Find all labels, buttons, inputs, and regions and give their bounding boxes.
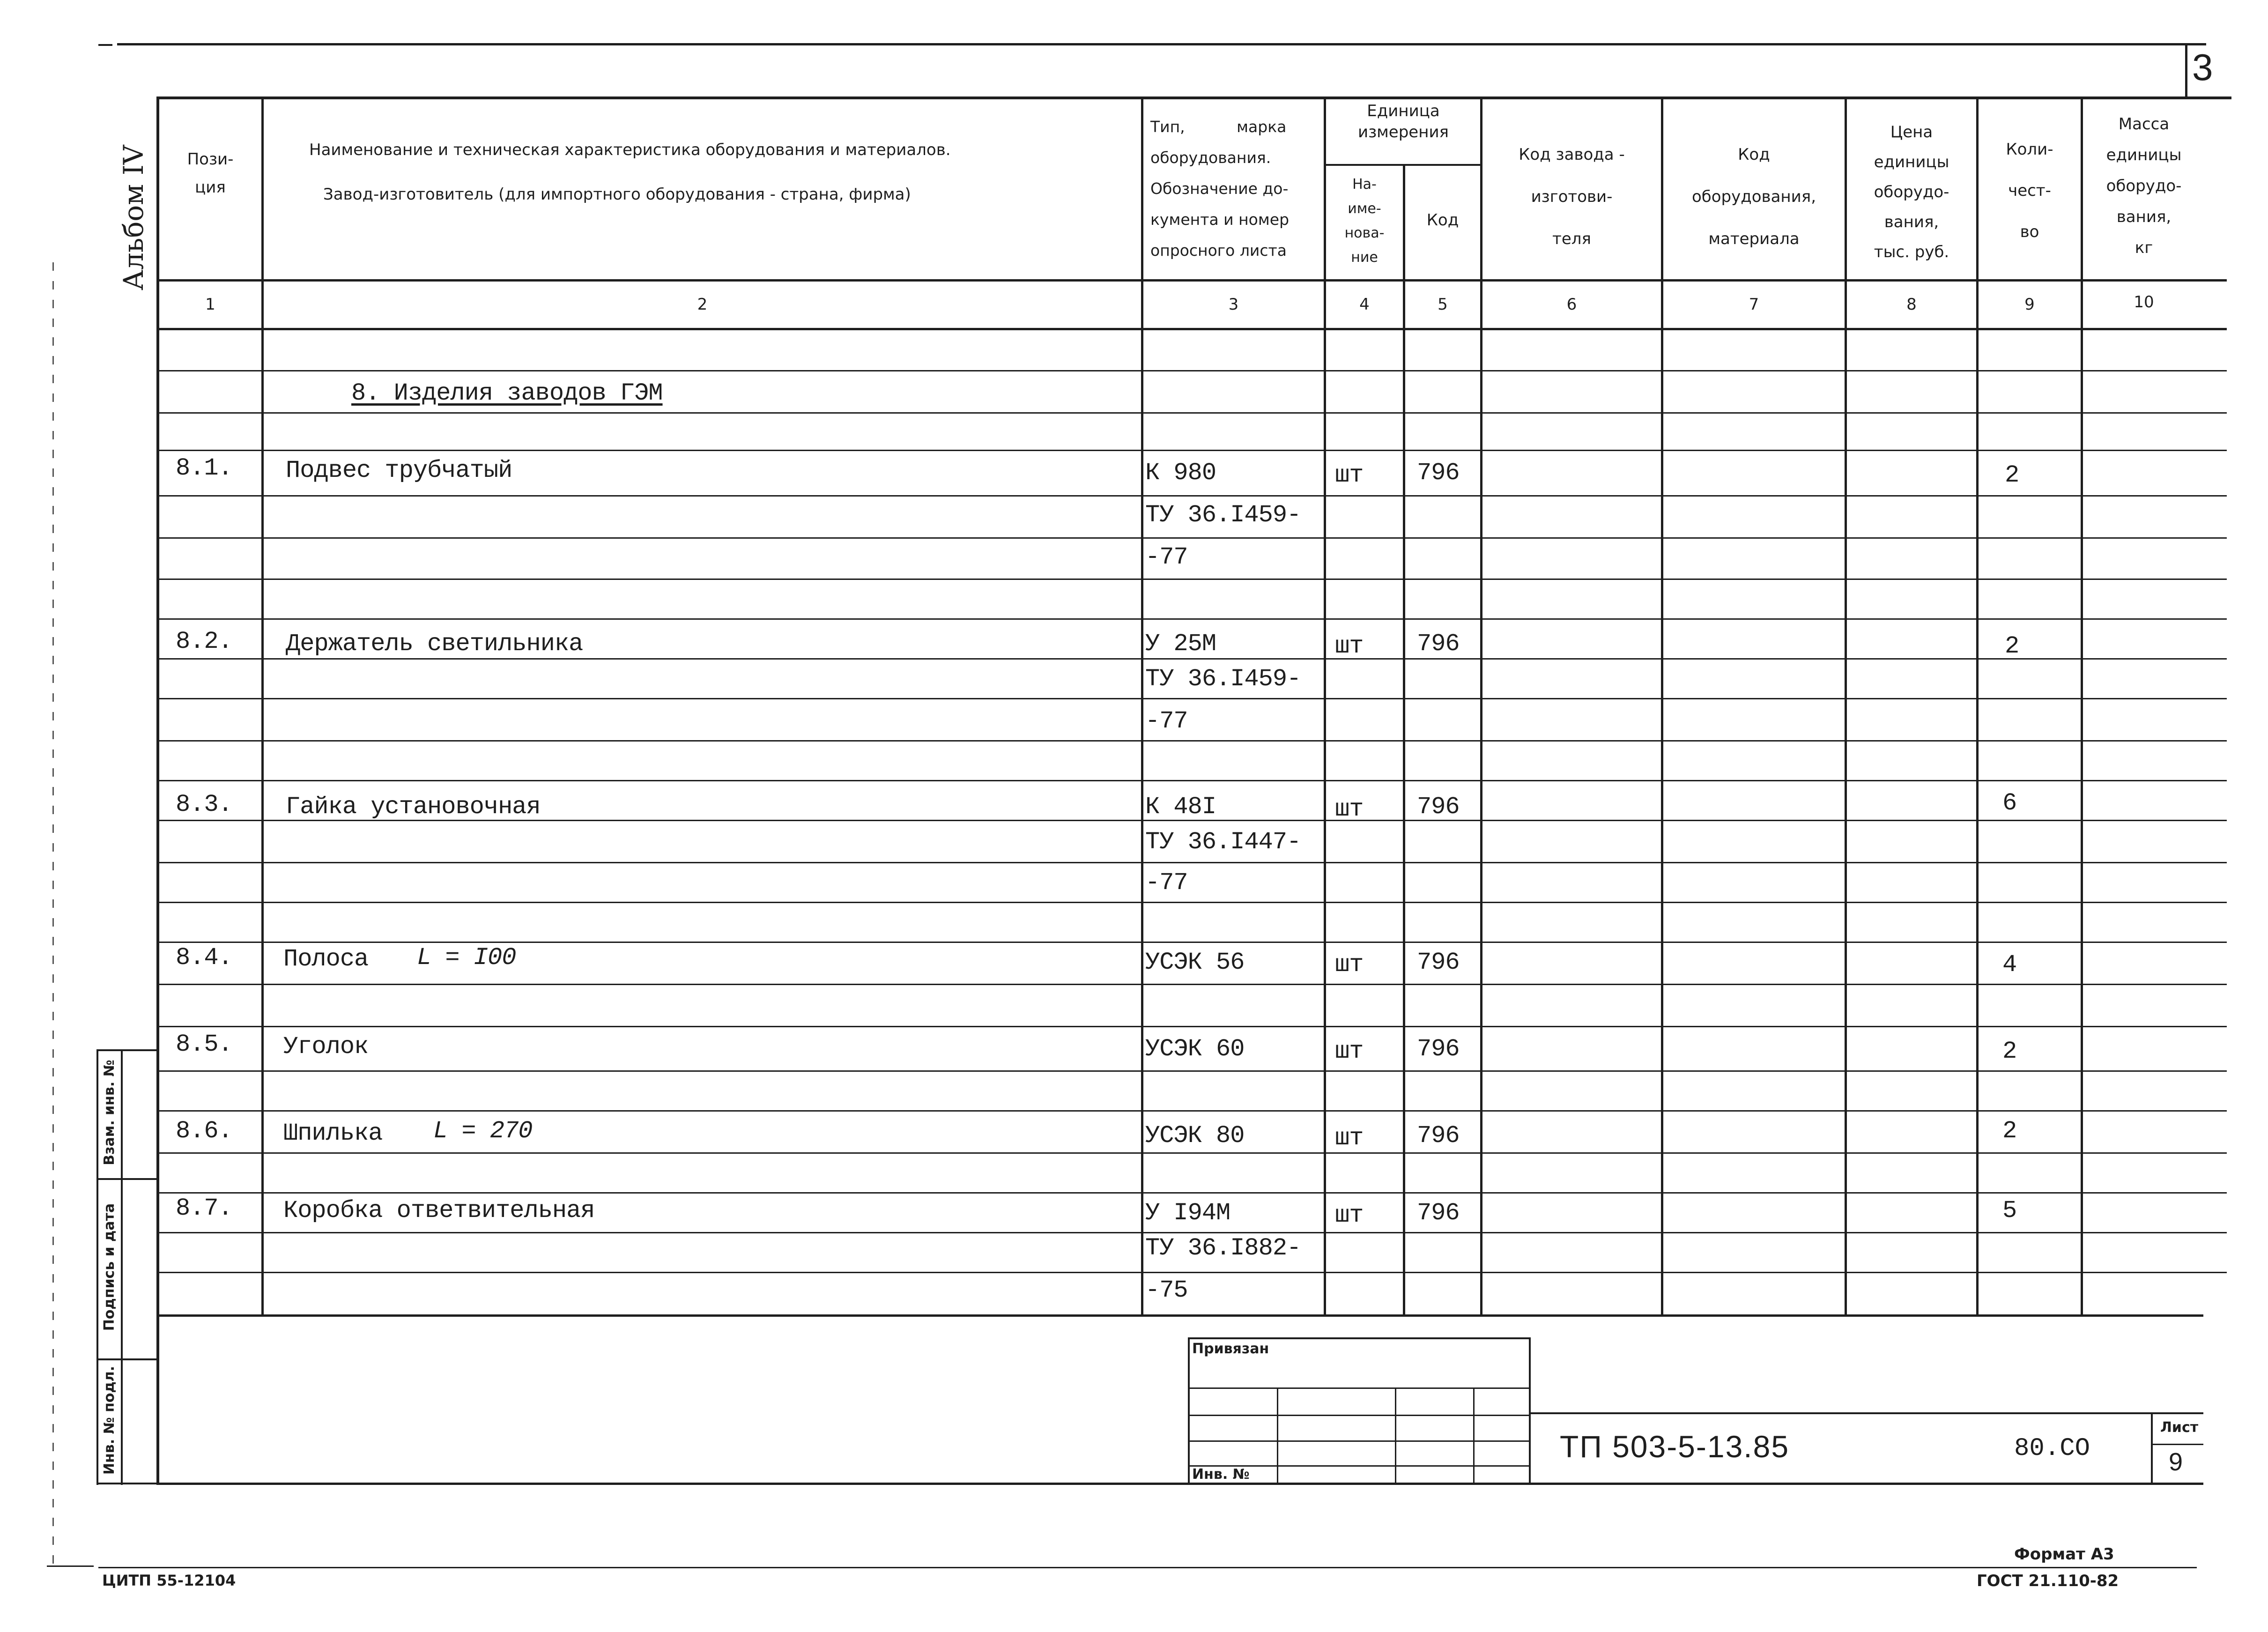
- row-unit: шт: [1335, 951, 1364, 979]
- row-param: L = 270: [433, 1117, 533, 1145]
- side-stamp-signature: Подпись и дата: [101, 1203, 118, 1331]
- col-number: 7: [1749, 295, 1759, 314]
- row-unit: шт: [1335, 795, 1364, 823]
- header-col8-line: оборудо-: [1874, 183, 1949, 201]
- header-col3: [1150, 111, 1321, 266]
- header-col4-line: име-: [1348, 200, 1381, 217]
- col-number: 3: [1228, 295, 1239, 314]
- side-stamp-replacement: Взам. инв. №: [101, 1060, 118, 1165]
- row-qty: 4: [2002, 951, 2017, 979]
- header-col7-line: оборудования,: [1691, 187, 1816, 206]
- row-qty: 2: [2005, 461, 2019, 489]
- header-col8-line: тыс. руб.: [1874, 243, 1949, 261]
- header-col4: [1326, 172, 1403, 270]
- row-qty: 2: [2005, 632, 2019, 660]
- header-col7-line: материала: [1708, 230, 1800, 248]
- header-col4-line: нова-: [1344, 225, 1385, 241]
- header-col8: [1847, 117, 1976, 267]
- row-qty: 5: [2002, 1197, 2017, 1224]
- col-number: 2: [697, 295, 708, 314]
- row-type: -77: [1145, 707, 1188, 735]
- row-position: 8.5.: [176, 1031, 232, 1058]
- row-type: -77: [1145, 869, 1188, 897]
- row-type: ТУ 36.I447-: [1145, 828, 1301, 856]
- header-unit-line: Единица: [1367, 102, 1440, 120]
- header-col7: [1663, 134, 1845, 260]
- col-number: 1: [205, 295, 215, 314]
- header-col2-line: Завод-изготовитель (для импортного оборудования - страна, фирма): [323, 185, 911, 204]
- inv-label: Инв. №: [1192, 1466, 1250, 1483]
- row-unit: шт: [1335, 1038, 1364, 1065]
- header-col9: [1979, 129, 2081, 252]
- row-position: 8.7.: [176, 1194, 232, 1222]
- header-col10-line: кг: [2135, 238, 2153, 257]
- header-col9-line: Коли-: [2006, 140, 2053, 159]
- header-col3-line: Обозначение до-: [1150, 179, 1289, 198]
- sheet-corner-number: 3: [2192, 46, 2213, 88]
- row-qty: 2: [2002, 1117, 2017, 1145]
- header-col3-line: кумента и номер: [1150, 210, 1290, 229]
- row-position: 8.4.: [176, 944, 232, 972]
- row-unit: шт: [1335, 632, 1364, 660]
- header-col3-line: опросного листа: [1150, 241, 1287, 260]
- row-code: 796: [1417, 949, 1460, 976]
- header-unit-line: измерения: [1357, 123, 1449, 141]
- header-col3-line: Тип, марка: [1150, 118, 1287, 136]
- format-label: Формат А3: [2014, 1545, 2114, 1564]
- col-number: 6: [1566, 295, 1577, 314]
- header-col10-line: оборудо-: [2106, 177, 2182, 195]
- gost-label: ГОСТ 21.110-82: [1977, 1572, 2119, 1590]
- row-unit: шт: [1335, 1124, 1364, 1152]
- row-name: Шпилька: [283, 1120, 383, 1147]
- col-number: 5: [1438, 295, 1448, 314]
- row-position: 8.1.: [176, 454, 232, 482]
- col-number: 10: [2134, 293, 2154, 312]
- row-position: 8.6.: [176, 1117, 232, 1145]
- row-type: К 980: [1145, 459, 1216, 487]
- row-qty: 2: [2002, 1038, 2017, 1065]
- header-col9-line: во: [2020, 223, 2039, 241]
- row-type: У I94М: [1145, 1199, 1230, 1227]
- row-unit: шт: [1335, 461, 1364, 489]
- sheet-label: Лист: [2160, 1419, 2199, 1436]
- row-code: 796: [1417, 459, 1460, 487]
- row-unit: шт: [1335, 1202, 1364, 1229]
- row-type: ТУ 36.I459-: [1145, 501, 1301, 529]
- row-code: 796: [1417, 630, 1460, 658]
- bound-label: Привязан: [1192, 1341, 1269, 1357]
- row-type: -77: [1145, 543, 1188, 571]
- row-type: У 25М: [1145, 630, 1216, 658]
- header-col8-line: единицы: [1874, 153, 1949, 171]
- header-col3-line: оборудования.: [1150, 148, 1271, 167]
- row-type: ТУ 36.I459-: [1145, 665, 1301, 693]
- row-name: Коробка ответвительная: [283, 1197, 595, 1224]
- header-col9-line: чест-: [2008, 181, 2051, 200]
- section-title: 8. Изделия заводов ГЭМ: [351, 379, 663, 407]
- row-name: Подвес трубчатый: [286, 457, 512, 484]
- row-type: УСЭК 56: [1145, 949, 1245, 976]
- header-col6-line: Код завода -: [1519, 145, 1625, 164]
- header-unit-group: [1326, 101, 1481, 143]
- document-code: ТП 503-5-13.85: [1560, 1429, 1790, 1464]
- row-name: Гайка установочная: [286, 793, 541, 821]
- header-col4-line: На-: [1352, 176, 1377, 193]
- header-col4-line: ние: [1351, 249, 1378, 266]
- header-col10-line: Масса: [2118, 115, 2170, 134]
- col-number: 8: [1906, 295, 1917, 314]
- header-col6-line: изготови-: [1531, 187, 1613, 206]
- header-col10: [2083, 109, 2205, 263]
- row-position: 8.3.: [176, 791, 232, 818]
- row-param: L = I00: [417, 944, 516, 972]
- row-type: ТУ 36.I882-: [1145, 1234, 1301, 1262]
- row-name: Держатель светильника: [286, 630, 583, 658]
- album-label: Альбом IV: [118, 145, 149, 290]
- header-col10-line: вания,: [2116, 208, 2172, 226]
- row-type: -75: [1145, 1276, 1188, 1304]
- header-col8-line: вания,: [1884, 213, 1939, 231]
- header-col2-line: Наименование и техническая характеристика оборудования и материалов.: [309, 141, 951, 159]
- org-stamp: ЦИТП 55-12104: [102, 1572, 236, 1589]
- sheet-number: 9: [2169, 1448, 2183, 1476]
- row-qty: 6: [2002, 789, 2017, 817]
- row-position: 8.2.: [176, 628, 232, 655]
- col-number: 9: [2024, 295, 2035, 314]
- row-type: К 48I: [1145, 793, 1216, 821]
- col-number: 4: [1359, 295, 1370, 314]
- section-code: 80.СО: [2014, 1434, 2090, 1463]
- header-col1-line: ция: [195, 178, 226, 197]
- header-col10-line: единицы: [2106, 146, 2182, 164]
- header-col7-line: Код: [1738, 145, 1770, 164]
- row-type: УСЭК 60: [1145, 1035, 1245, 1063]
- header-col1-line: Пози-: [187, 150, 234, 169]
- header-col8-line: Цена: [1890, 123, 1933, 141]
- header-col2: [281, 141, 1124, 204]
- row-name: Уголок: [283, 1033, 369, 1061]
- row-code: 796: [1417, 1122, 1460, 1150]
- row-code: 796: [1417, 793, 1460, 821]
- row-type: УСЭК 80: [1145, 1122, 1245, 1150]
- header-col5: Код: [1426, 211, 1459, 230]
- row-code: 796: [1417, 1199, 1460, 1227]
- row-code: 796: [1417, 1035, 1460, 1063]
- side-stamp-original-inv: Инв. № подл.: [101, 1365, 118, 1475]
- header-col6-line: теля: [1552, 230, 1591, 248]
- row-name: Полоса: [283, 945, 369, 973]
- header-col6: [1482, 134, 1661, 260]
- header-col1: [159, 145, 261, 201]
